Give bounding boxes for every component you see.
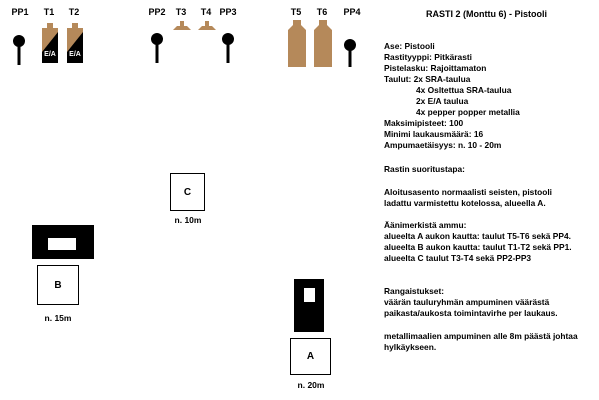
popper-pp3: [222, 33, 234, 63]
info-line: Aloitusasento normaalisti seisten, pistooli: [384, 187, 552, 197]
label-pp1: PP1: [11, 7, 29, 17]
area-b-distance: n. 15m: [44, 313, 72, 323]
info-line: alueelta A aukon kautta: taulut T5-T6 sekä PP4.: [384, 231, 571, 241]
label-pp3: PP3: [219, 7, 237, 17]
info-heading: Rastin suoritustapa:: [384, 164, 465, 174]
port-b: [32, 225, 94, 259]
label-t6: T6: [316, 7, 328, 17]
label-t5: T5: [290, 7, 302, 17]
info-heading: Rangaistukset:: [384, 286, 445, 296]
info-line: 4x pepper popper metallia: [416, 107, 520, 117]
label-t3: T3: [175, 7, 187, 17]
info-line: alueelta B aukon kautta: taulut T1-T2 sekä PP1.: [384, 242, 572, 252]
area-c-label: C: [183, 186, 192, 198]
area-c-distance: n. 10m: [174, 215, 202, 225]
target-t3: [173, 21, 191, 30]
info-line: metallimaalien ampuminen alle 8m päästä johtaa: [384, 331, 578, 341]
info-line: Rastityyppi: Pitkärasti: [384, 52, 472, 62]
info-line: hylkäykseen.: [384, 342, 437, 352]
info-line: Maksimipisteet: 100: [384, 118, 464, 128]
info-line: väärän tauluryhmän ampuminen väärästä: [384, 297, 550, 307]
info-line: Taulut: 2x SRA-taulua: [384, 74, 471, 84]
info-line: alueelta C taulut T3-T4 sekä PP2-PP3: [384, 253, 532, 263]
info-line: 4x Osltettua SRA-taulua: [416, 85, 512, 95]
label-t4: T4: [200, 7, 212, 17]
label-t1: T1: [43, 7, 55, 17]
target-t4: [198, 21, 216, 30]
ea-label-t1: E/A: [44, 51, 56, 58]
info-line: Ase: Pistooli: [384, 41, 435, 51]
label-t2: T2: [68, 7, 80, 17]
popper-pp4: [344, 39, 356, 67]
popper-pp2: [151, 33, 163, 63]
area-c: [170, 173, 205, 211]
info-heading: Äänimerkistä ammu:: [384, 220, 467, 230]
info-line: paikasta/aukosta toimintavirhe per laukaus.: [384, 308, 558, 318]
area-a: [290, 338, 331, 375]
label-pp4: PP4: [343, 7, 361, 17]
info-line: 2x E/A taulua: [416, 96, 469, 106]
target-t5: [288, 20, 306, 67]
info-line: Ampumaetäisyys: n. 10 - 20m: [384, 140, 502, 150]
info-line: ladattu varmistettu kotelossa, alueella A.: [384, 198, 546, 208]
info-line: Minimi laukausmäärä: 16: [384, 129, 484, 139]
label-pp2: PP2: [148, 7, 166, 17]
info-line: Pistelasku: Rajoittamaton: [384, 63, 487, 73]
stage-title: RASTI 2 (Monttu 6) - Pistooli: [426, 9, 547, 19]
area-b-label: B: [54, 279, 62, 291]
port-a: [294, 279, 324, 332]
target-t6: [314, 20, 332, 67]
area-a-label: A: [306, 351, 315, 362]
ea-label-t2: E/A: [69, 51, 81, 58]
area-b: [37, 265, 79, 305]
popper-pp1: [13, 35, 25, 65]
area-a-distance: n. 20m: [297, 380, 325, 390]
